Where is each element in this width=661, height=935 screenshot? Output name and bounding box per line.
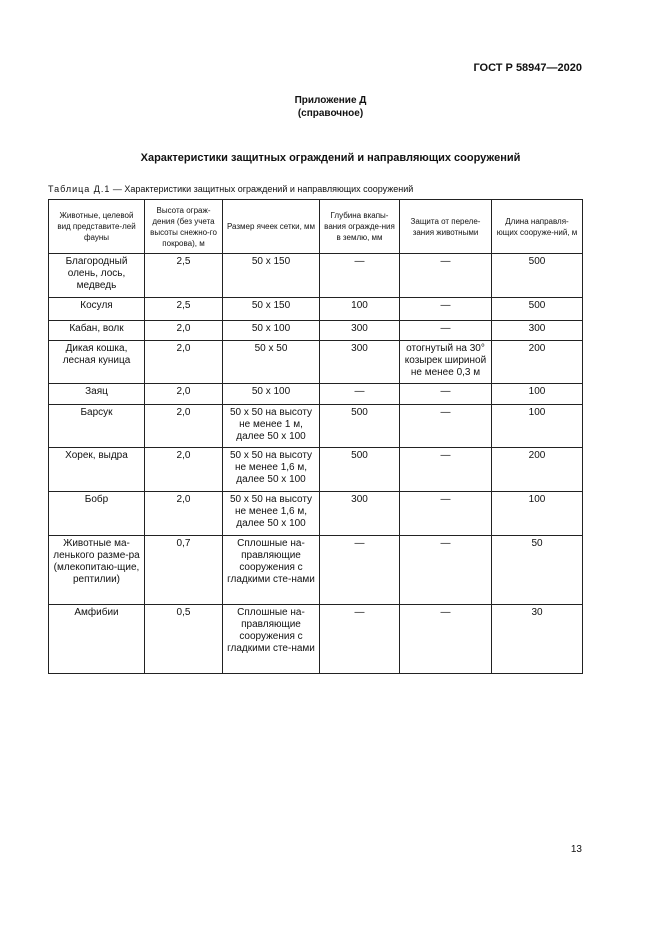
- page-title: Характеристики защитных ограждений и направляющих сооружений: [140, 152, 521, 164]
- table-cell: 500: [320, 448, 400, 492]
- table-row: [49, 536, 583, 605]
- table-cell: Сплошные на-правляющие сооружения с гладкими сте-нами: [223, 605, 320, 674]
- table-cell: 100: [492, 384, 583, 405]
- table-cell: —: [400, 405, 492, 448]
- table-row: [49, 341, 583, 384]
- table-header-row: [49, 200, 583, 254]
- table-cell: 100: [492, 405, 583, 448]
- appendix-subtitle: (справочное): [297, 108, 364, 119]
- table-cell: 2,5: [145, 254, 223, 298]
- table-cell: 50 x 100: [223, 384, 320, 405]
- table-cell: —: [400, 536, 492, 605]
- table-cell: Заяц: [49, 384, 145, 405]
- table-cell: Кабан, волк: [49, 321, 145, 341]
- table-cell: —: [400, 254, 492, 298]
- table-cell: —: [400, 321, 492, 341]
- table-cell: 100: [320, 298, 400, 321]
- table-cell: 500: [320, 405, 400, 448]
- table-cell: 100: [492, 492, 583, 536]
- column-header: Длина направля-ющих сооруже-ний, м: [492, 200, 583, 254]
- table-caption: [48, 184, 413, 194]
- table-cell: 50 x 150: [223, 298, 320, 321]
- table-cell: Благородный олень, лось, медведь: [49, 254, 145, 298]
- table-cell: 50 x 50 на высоту не менее 1 м, далее 50 x 100: [223, 405, 320, 448]
- table-row: [49, 321, 583, 341]
- table-cell: 2,0: [145, 384, 223, 405]
- table-cell: —: [400, 384, 492, 405]
- table-cell: —: [400, 448, 492, 492]
- column-header: Размер ячеек сетки, мм: [223, 200, 320, 254]
- table-cell: Животные ма-ленького разме-ра (млекопитаю-щие, рептилии): [49, 536, 145, 605]
- table-cell: 500: [492, 254, 583, 298]
- table-cell: 50 x 150: [223, 254, 320, 298]
- table-cell: 50 x 100: [223, 321, 320, 341]
- table-row: [49, 298, 583, 321]
- table-cell: 50 x 50 на высоту не менее 1,6 м, далее 50 x 100: [223, 492, 320, 536]
- table-cell: —: [320, 384, 400, 405]
- document-code: ГОСТ Р 58947—2020: [473, 62, 582, 74]
- table-cell: 2,0: [145, 341, 223, 384]
- table-cell: 200: [492, 341, 583, 384]
- column-header: Защита от переле-зания животными: [400, 200, 492, 254]
- table-row: [49, 605, 583, 674]
- table-cell: 300: [320, 341, 400, 384]
- table-cell: отогнутый на 30° козырек шириной не менее 0,3 м: [400, 341, 492, 384]
- table-cell: 200: [492, 448, 583, 492]
- table-cell: 2,5: [145, 298, 223, 321]
- table-cell: 300: [320, 492, 400, 536]
- table-cell: 300: [320, 321, 400, 341]
- table-cell: 2,0: [145, 492, 223, 536]
- table-cell: —: [400, 605, 492, 674]
- table-cell: 300: [492, 321, 583, 341]
- table-row: [49, 448, 583, 492]
- table-cell: 2,0: [145, 321, 223, 341]
- table-cell: Бобр: [49, 492, 145, 536]
- table-row: [49, 384, 583, 405]
- table-cell: 50: [492, 536, 583, 605]
- table-cell: —: [400, 298, 492, 321]
- table-caption-label: Таблица Д.1: [48, 184, 111, 194]
- characteristics-table: [48, 199, 583, 674]
- page-number: 13: [570, 844, 582, 855]
- table-cell: Дикая кошка, лесная куница: [49, 341, 145, 384]
- table-cell: 0,7: [145, 536, 223, 605]
- table-caption-text: — Характеристики защитных ограждений и направляющих сооружений: [110, 184, 414, 194]
- table-cell: —: [320, 254, 400, 298]
- table-cell: Хорек, выдра: [49, 448, 145, 492]
- table-cell: 0,5: [145, 605, 223, 674]
- table-cell: 30: [492, 605, 583, 674]
- table-cell: Барсук: [49, 405, 145, 448]
- table-row: [49, 254, 583, 298]
- column-header: Высота ограж-дения (без учета высоты снежно-го покрова), м: [145, 200, 223, 254]
- table-cell: 2,0: [145, 405, 223, 448]
- table-row: [49, 492, 583, 536]
- column-header: Животные, целевой вид представите-лей фауны: [49, 200, 145, 254]
- table-cell: Амфибии: [49, 605, 145, 674]
- table-cell: Сплошные на-правляющие сооружения с гладкими сте-нами: [223, 536, 320, 605]
- column-header: Глубина вкапы-вания огражде-ния в землю, мм: [320, 200, 400, 254]
- table-cell: —: [320, 536, 400, 605]
- appendix-heading: [0, 94, 661, 120]
- table-cell: 2,0: [145, 448, 223, 492]
- table-cell: 50 x 50 на высоту не менее 1,6 м, далее 50 x 100: [223, 448, 320, 492]
- table-cell: 50 x 50: [223, 341, 320, 384]
- appendix-title: Приложение Д: [294, 95, 367, 106]
- table-cell: —: [400, 492, 492, 536]
- table-cell: Косуля: [49, 298, 145, 321]
- table-cell: 500: [492, 298, 583, 321]
- table-cell: —: [320, 605, 400, 674]
- table-row: [49, 405, 583, 448]
